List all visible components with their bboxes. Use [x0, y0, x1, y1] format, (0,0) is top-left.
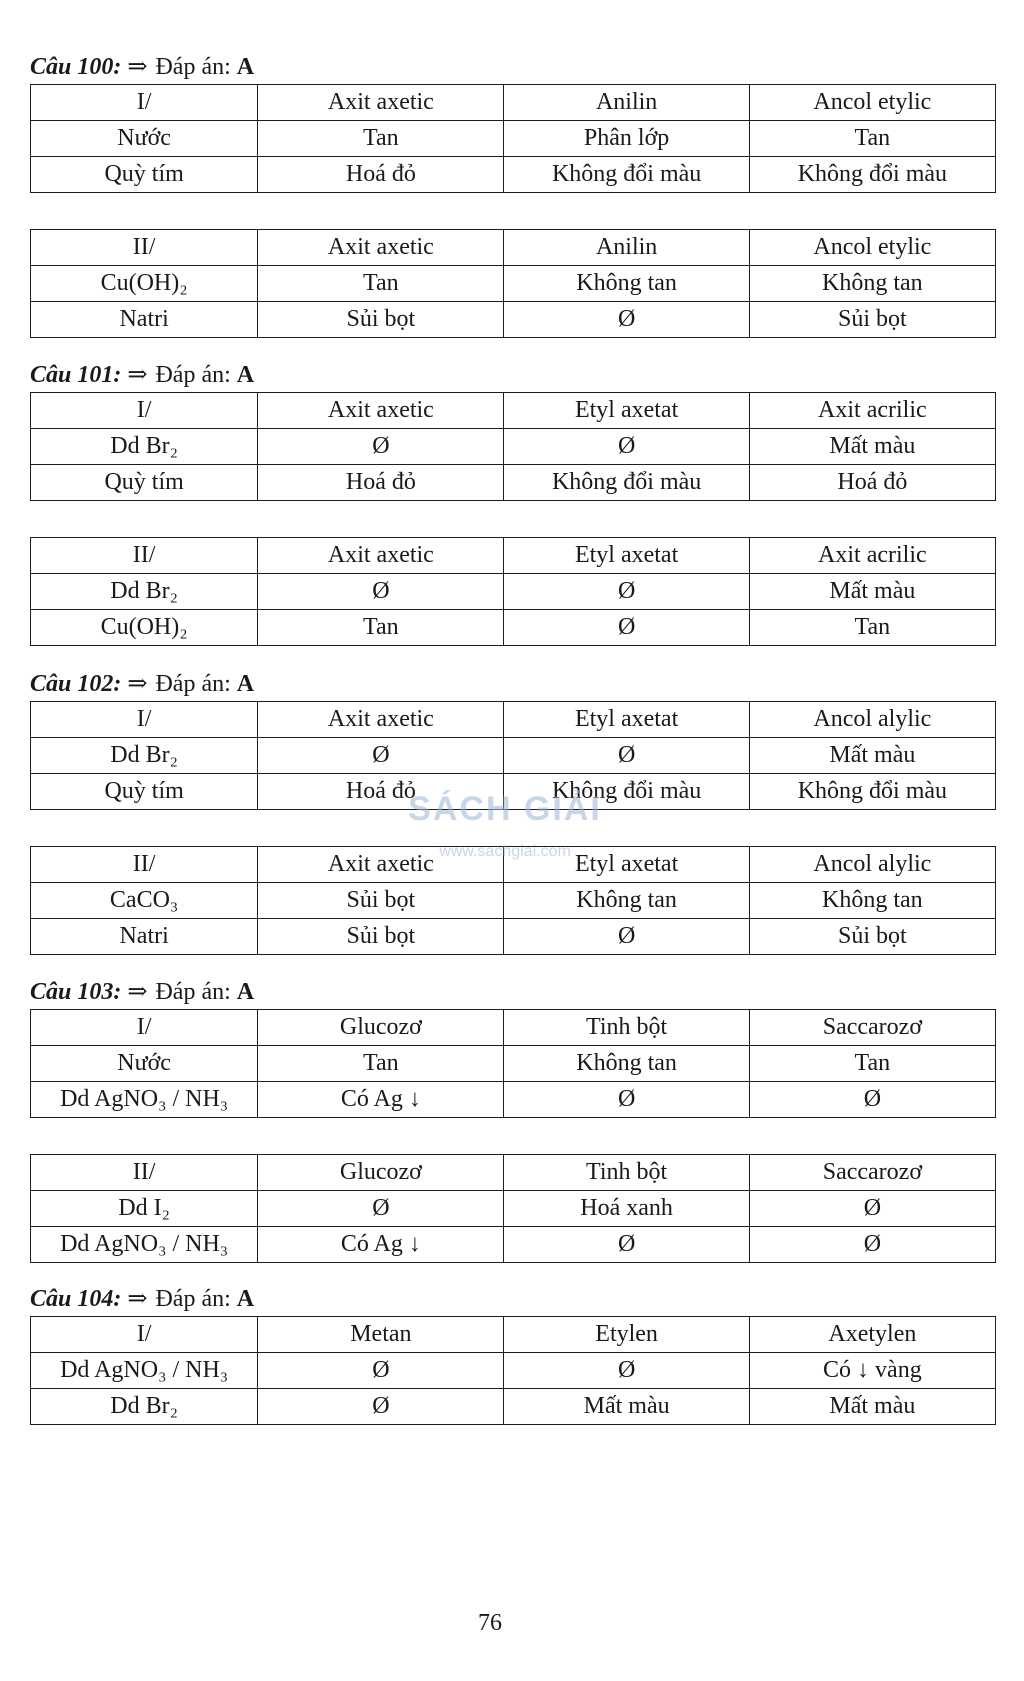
- table-row: [31, 121, 996, 157]
- answer-label: Đáp án:: [155, 979, 231, 1005]
- table-header-cell: Anilin: [504, 85, 749, 121]
- question-block: [30, 50, 996, 374]
- table-header-cell: Etylen: [504, 1317, 749, 1353]
- table-header-cell: Axit axetic: [258, 230, 504, 266]
- table-header-cell: Anilin: [504, 230, 749, 266]
- table-row: [31, 1191, 996, 1227]
- question-heading: [30, 1282, 996, 1316]
- reagent-cell: Quỳ tím: [31, 465, 258, 501]
- reagent-cell: Quỳ tím: [31, 774, 258, 810]
- question-label: Câu 100:: [30, 54, 122, 80]
- watermark-url: www.sachgiai.com: [439, 843, 571, 860]
- table-cell: Có Ag ↓: [258, 1082, 504, 1118]
- table-header-row: [31, 1155, 996, 1191]
- reaction-table: [30, 846, 996, 955]
- table-cell: Không đổi màu: [749, 774, 995, 810]
- table-cell: Không đổi màu: [504, 157, 749, 193]
- table-cell: Có ↓ vàng: [749, 1353, 995, 1389]
- table-header-cell: Saccarozơ: [749, 1155, 995, 1191]
- answer-value: A: [236, 979, 255, 1005]
- implies-arrow: ⇒: [127, 671, 148, 697]
- table-cell: Ø: [258, 1389, 504, 1425]
- table-header-cell: I/: [31, 1010, 258, 1046]
- table-header-row: [31, 1010, 996, 1046]
- table-header-cell: Etyl axetat: [504, 538, 749, 574]
- table-row: [31, 883, 996, 919]
- answer-label: Đáp án:: [155, 362, 231, 388]
- table-cell: Không đổi màu: [504, 774, 749, 810]
- reaction-table: [30, 1316, 996, 1425]
- table-header-cell: Etyl axetat: [504, 702, 749, 738]
- table-header-cell: Ancol etylic: [749, 230, 995, 266]
- table-cell: Ø: [504, 1353, 749, 1389]
- table-row: [31, 919, 996, 955]
- table-cell: Ø: [504, 302, 749, 338]
- question-heading: [30, 50, 996, 84]
- answer-value: A: [236, 671, 255, 697]
- reagent-cell: Dd Br₂: [31, 574, 258, 610]
- question-label: Câu 103:: [30, 979, 122, 1005]
- table-header-cell: Tinh bột: [504, 1010, 749, 1046]
- table-row: [31, 302, 996, 338]
- reaction-table: [30, 84, 996, 193]
- table-cell: Mất màu: [749, 429, 995, 465]
- table-cell: Sủi bọt: [258, 302, 504, 338]
- table-header-row: [31, 393, 996, 429]
- table-header-cell: Glucozơ: [258, 1010, 504, 1046]
- table-cell: Ø: [504, 574, 749, 610]
- table-cell: Tan: [749, 1046, 995, 1082]
- reagent-cell: Cu(OH)₂: [31, 266, 258, 302]
- table-row: [31, 157, 996, 193]
- table-header-cell: Etyl axetat: [504, 393, 749, 429]
- table-row: [31, 465, 996, 501]
- table-cell: Ø: [504, 738, 749, 774]
- reaction-table: [30, 537, 996, 646]
- table-cell: Tan: [258, 266, 504, 302]
- reagent-cell: Natri: [31, 302, 258, 338]
- reagent-cell: CaCO₃: [31, 883, 258, 919]
- answer-value: A: [236, 1286, 255, 1312]
- table-header-cell: II/: [31, 847, 258, 883]
- table-cell: Hoá đỏ: [258, 774, 504, 810]
- implies-arrow: ⇒: [127, 1286, 148, 1312]
- table-cell: Ø: [258, 429, 504, 465]
- table-header-cell: I/: [31, 393, 258, 429]
- table-cell: Không tan: [749, 883, 995, 919]
- table-header-cell: Axit acrilic: [749, 393, 995, 429]
- table-header-cell: Axit axetic: [258, 85, 504, 121]
- implies-arrow: ⇒: [127, 54, 148, 80]
- table-header-row: [31, 1317, 996, 1353]
- table-header-row: [31, 702, 996, 738]
- table-cell: Không tan: [504, 1046, 749, 1082]
- table-cell: Không tan: [504, 883, 749, 919]
- question-block: [30, 975, 996, 1299]
- table-header-cell: Axetylen: [749, 1317, 995, 1353]
- table-cell: Tan: [258, 610, 504, 646]
- table-cell: Phân lớp: [504, 121, 749, 157]
- table-cell: Sủi bọt: [258, 919, 504, 955]
- table-header-cell: Axit axetic: [258, 538, 504, 574]
- reagent-cell: Dd Br₂: [31, 738, 258, 774]
- reaction-table: [30, 1009, 996, 1118]
- reagent-cell: Dd Br₂: [31, 1389, 258, 1425]
- reagent-cell: Dd Br₂: [31, 429, 258, 465]
- table-cell: Tan: [749, 121, 995, 157]
- table-header-cell: Axit axetic: [258, 702, 504, 738]
- table-cell: Sủi bọt: [749, 302, 995, 338]
- table-header-cell: I/: [31, 1317, 258, 1353]
- table-row: [31, 1046, 996, 1082]
- reagent-cell: Dd AgNO₃ / NH₃: [31, 1353, 258, 1389]
- table-cell: Ø: [749, 1191, 995, 1227]
- table-cell: Sủi bọt: [749, 919, 995, 955]
- implies-arrow: ⇒: [127, 979, 148, 1005]
- table-header-cell: Saccarozơ: [749, 1010, 995, 1046]
- table-header-cell: Axit axetic: [258, 847, 504, 883]
- table-header-cell: Ancol alylic: [749, 847, 995, 883]
- page-number: 76: [478, 1610, 502, 1636]
- reaction-table: [30, 392, 996, 501]
- table-cell: Tan: [258, 121, 504, 157]
- table-cell: Ø: [504, 1082, 749, 1118]
- answer-label: Đáp án:: [155, 671, 231, 697]
- table-cell: Có Ag ↓: [258, 1227, 504, 1263]
- implies-arrow: ⇒: [127, 362, 148, 388]
- table-row: [31, 574, 996, 610]
- question-heading: [30, 975, 996, 1009]
- table-header-row: [31, 85, 996, 121]
- table-cell: Sủi bọt: [258, 883, 504, 919]
- table-header-cell: II/: [31, 1155, 258, 1191]
- table-cell: Ø: [258, 574, 504, 610]
- question-block: [30, 1282, 996, 1461]
- table-cell: Không tan: [504, 266, 749, 302]
- question-heading: [30, 358, 996, 392]
- reagent-cell: Nước: [31, 1046, 258, 1082]
- table-header-cell: Glucozơ: [258, 1155, 504, 1191]
- table-cell: Hoá đỏ: [258, 465, 504, 501]
- table-row: [31, 429, 996, 465]
- table-cell: Ø: [749, 1227, 995, 1263]
- table-cell: Không đổi màu: [749, 157, 995, 193]
- table-cell: Mất màu: [504, 1389, 749, 1425]
- reagent-cell: Cu(OH)₂: [31, 610, 258, 646]
- table-header-cell: Etyl axetat: [504, 847, 749, 883]
- table-cell: Ø: [504, 610, 749, 646]
- table-cell: Ø: [504, 1227, 749, 1263]
- table-cell: Không tan: [749, 266, 995, 302]
- answer-value: A: [236, 362, 255, 388]
- reagent-cell: Dd I₂: [31, 1191, 258, 1227]
- reagent-cell: Quỳ tím: [31, 157, 258, 193]
- reaction-table: [30, 701, 996, 810]
- reagent-cell: Natri: [31, 919, 258, 955]
- table-cell: Ø: [504, 919, 749, 955]
- table-header-row: [31, 230, 996, 266]
- reaction-table: [30, 1154, 996, 1263]
- question-label: Câu 101:: [30, 362, 122, 388]
- table-header-cell: I/: [31, 85, 258, 121]
- table-header-cell: Axit axetic: [258, 393, 504, 429]
- table-header-cell: Metan: [258, 1317, 504, 1353]
- table-header-row: [31, 538, 996, 574]
- table-cell: Tan: [258, 1046, 504, 1082]
- table-header-cell: I/: [31, 702, 258, 738]
- table-cell: Mất màu: [749, 574, 995, 610]
- table-header-cell: Tinh bột: [504, 1155, 749, 1191]
- table-header-cell: II/: [31, 538, 258, 574]
- table-cell: Ø: [749, 1082, 995, 1118]
- table-cell: Ø: [258, 1191, 504, 1227]
- watermark-logo: SÁCH GIẢI: [408, 790, 602, 828]
- question-label: Câu 104:: [30, 1286, 122, 1312]
- table-header-cell: Axit acrilic: [749, 538, 995, 574]
- table-cell: Hoá xanh: [504, 1191, 749, 1227]
- table-header-cell: II/: [31, 230, 258, 266]
- table-row: [31, 774, 996, 810]
- reagent-cell: Dd AgNO₃ / NH₃: [31, 1082, 258, 1118]
- table-cell: Ø: [504, 429, 749, 465]
- table-cell: Hoá đỏ: [749, 465, 995, 501]
- table-row: [31, 1389, 996, 1425]
- table-cell: Mất màu: [749, 738, 995, 774]
- table-cell: Hoá đỏ: [258, 157, 504, 193]
- reaction-table: [30, 229, 996, 338]
- reagent-cell: Dd AgNO₃ / NH₃: [31, 1227, 258, 1263]
- table-cell: Tan: [749, 610, 995, 646]
- table-row: [31, 1227, 996, 1263]
- answer-label: Đáp án:: [155, 54, 231, 80]
- table-row: [31, 266, 996, 302]
- table-cell: Không đổi màu: [504, 465, 749, 501]
- table-row: [31, 1353, 996, 1389]
- table-header-row: [31, 847, 996, 883]
- table-row: [31, 738, 996, 774]
- question-block: [30, 358, 996, 682]
- table-cell: Ø: [258, 1353, 504, 1389]
- question-label: Câu 102:: [30, 671, 122, 697]
- table-cell: Ø: [258, 738, 504, 774]
- table-row: [31, 1082, 996, 1118]
- question-block: [30, 667, 996, 991]
- table-header-cell: Ancol alylic: [749, 702, 995, 738]
- table-cell: Mất màu: [749, 1389, 995, 1425]
- answer-label: Đáp án:: [155, 1286, 231, 1312]
- question-heading: [30, 667, 996, 701]
- table-header-cell: Ancol etylic: [749, 85, 995, 121]
- table-row: [31, 610, 996, 646]
- answer-value: A: [236, 54, 255, 80]
- reagent-cell: Nước: [31, 121, 258, 157]
